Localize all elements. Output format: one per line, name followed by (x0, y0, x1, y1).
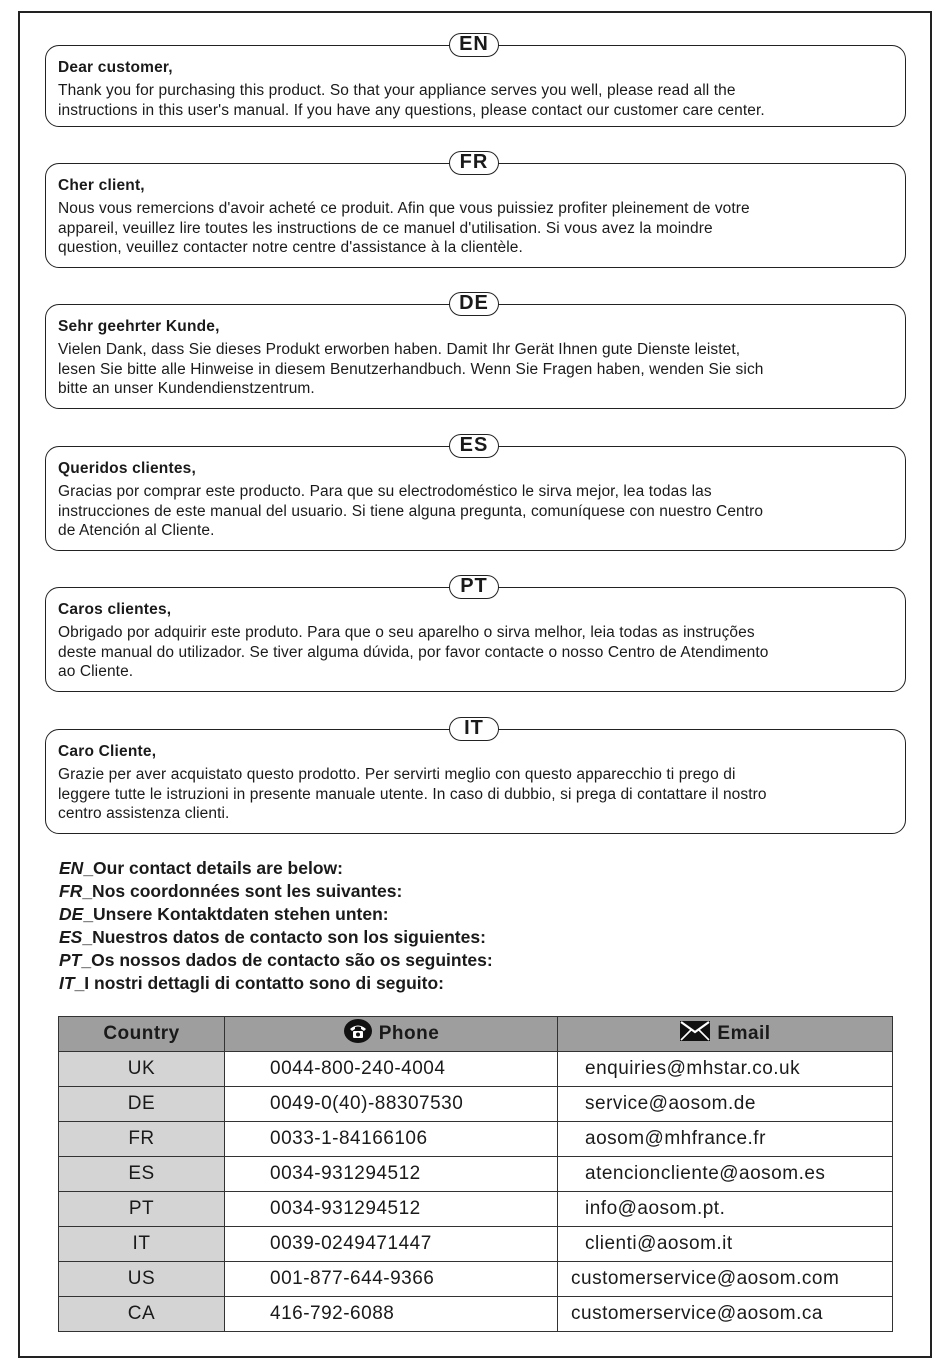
phone-cell: 0033-1-84166106 (225, 1122, 558, 1157)
language-badge-it: IT (449, 717, 499, 741)
country-cell: ES (59, 1157, 225, 1192)
greeting-pt: Caros clientes, (58, 601, 172, 618)
table-row (59, 1122, 893, 1157)
email-header: Email (558, 1017, 893, 1052)
table-row (59, 1227, 893, 1262)
phone-header: Phone (225, 1017, 558, 1052)
telephone-icon (343, 1018, 373, 1050)
phone-cell: 001-877-644-9366 (225, 1262, 558, 1297)
phone-cell: 0049-0(40)-88307530 (225, 1087, 558, 1122)
email-cell: enquiries@mhstar.co.uk (558, 1052, 893, 1087)
greeting-de: Sehr geehrter Kunde, (58, 318, 220, 335)
email-cell: customerservice@aosom.ca (558, 1297, 893, 1332)
country-cell: US (59, 1262, 225, 1297)
contact-intro-it: IT_I nostri dettagli di contatto sono di seguito: (59, 973, 445, 993)
contact-intro-list (59, 857, 493, 995)
envelope-icon (679, 1019, 711, 1049)
table-row (59, 1192, 893, 1227)
country-cell: IT (59, 1227, 225, 1262)
body-text-en: Thank you for purchasing this product. So that your appliance serves you well, please read all the instructions in this user's manual. If you have any questions, please contact our customer care center. (58, 82, 765, 119)
contact-intro-fr: FR_Nos coordonnées sont les suivantes: (59, 881, 403, 901)
language-badge-de: DE (449, 292, 499, 316)
country-cell: PT (59, 1192, 225, 1227)
table-row (59, 1157, 893, 1192)
email-cell: info@aosom.pt. (558, 1192, 893, 1227)
body-text-it: Grazie per aver acquistato questo prodotto. Per servirti meglio con questo apparecchio ti prego di leggere tutte le istruzioni in presente manuale utente. In caso di dubbio, si prega di contattare il nostro centro assistenza clienti. (58, 766, 767, 822)
phone-cell: 0039-0249471447 (225, 1227, 558, 1262)
section-fr (45, 151, 906, 268)
phone-cell: 0044-800-240-4004 (225, 1052, 558, 1087)
phone-cell: 416-792-6088 (225, 1297, 558, 1332)
table-row (59, 1297, 893, 1332)
phone-cell: 0034-931294512 (225, 1192, 558, 1227)
body-text-es: Gracias por comprar este producto. Para que su electrodoméstico le sirva mejor, lea todas las instrucciones de este manual del usuario. Si tiene alguna pregunta, comuníquese con nuestro Centro de Atención al Cliente. (58, 483, 764, 539)
language-badge-pt: PT (449, 575, 499, 599)
section-es (45, 434, 906, 551)
phone-cell: 0034-931294512 (225, 1157, 558, 1192)
email-cell: service@aosom.de (558, 1087, 893, 1122)
table-row (59, 1087, 893, 1122)
contact-intro-pt: PT_Os nossos dados de contacto são os seguintes: (59, 950, 493, 970)
country-cell: FR (59, 1122, 225, 1157)
language-badge-es: ES (449, 434, 499, 458)
greeting-en: Dear customer, (58, 59, 173, 76)
language-badge-en: EN (449, 33, 499, 57)
email-cell: customerservice@aosom.com (558, 1262, 893, 1297)
section-pt (45, 575, 906, 692)
greeting-es: Queridos clientes, (58, 460, 196, 477)
language-badge-fr: FR (449, 151, 499, 175)
email-cell: clienti@aosom.it (558, 1227, 893, 1262)
country-cell: CA (59, 1297, 225, 1332)
contact-table (58, 1016, 893, 1332)
contact-intro-es: ES_Nuestros datos de contacto son los siguientes: (59, 927, 486, 947)
greeting-it: Caro Cliente, (58, 743, 157, 760)
country-cell: DE (59, 1087, 225, 1122)
section-it (45, 717, 906, 834)
body-text-pt: Obrigado por adquirir este produto. Para que o seu aparelho o sirva melhor, leia todas as instruções deste manual do utilizador. Se tiver alguma dúvida, por favor contacte o nosso Centro de Atendimento ao Cliente. (58, 624, 769, 680)
section-de (45, 292, 906, 409)
table-row (59, 1052, 893, 1087)
country-cell: UK (59, 1052, 225, 1087)
greeting-fr: Cher client, (58, 177, 145, 194)
email-cell: atencioncliente@aosom.es (558, 1157, 893, 1192)
table-row (59, 1262, 893, 1297)
contact-intro-en: EN_Our contact details are below: (59, 858, 343, 878)
body-text-fr: Nous vous remercions d'avoir acheté ce produit. Afin que vous puissiez profiter pleinement de votre appareil, veuillez lire toutes les instructions de ce manuel d'utilisation. Si vous avez la moindre question, veuillez contacter notre centre d'assistance à la clientèle. (58, 200, 750, 256)
email-cell: aosom@mhfrance.fr (558, 1122, 893, 1157)
section-en (45, 33, 906, 127)
table-header-row (59, 1017, 893, 1052)
country-header: Country (59, 1017, 225, 1052)
contact-intro-de: DE_Unsere Kontaktdaten stehen unten: (59, 904, 389, 924)
body-text-de: Vielen Dank, dass Sie dieses Produkt erworben haben. Damit Ihr Gerät Ihnen gute Dienste leistet, lesen Sie bitte alle Hinweise in diesem Benutzerhandbuch. Wenn Sie Fragen haben, wenden Sie sich bitte an unser Kundendienstzentrum. (58, 341, 764, 397)
